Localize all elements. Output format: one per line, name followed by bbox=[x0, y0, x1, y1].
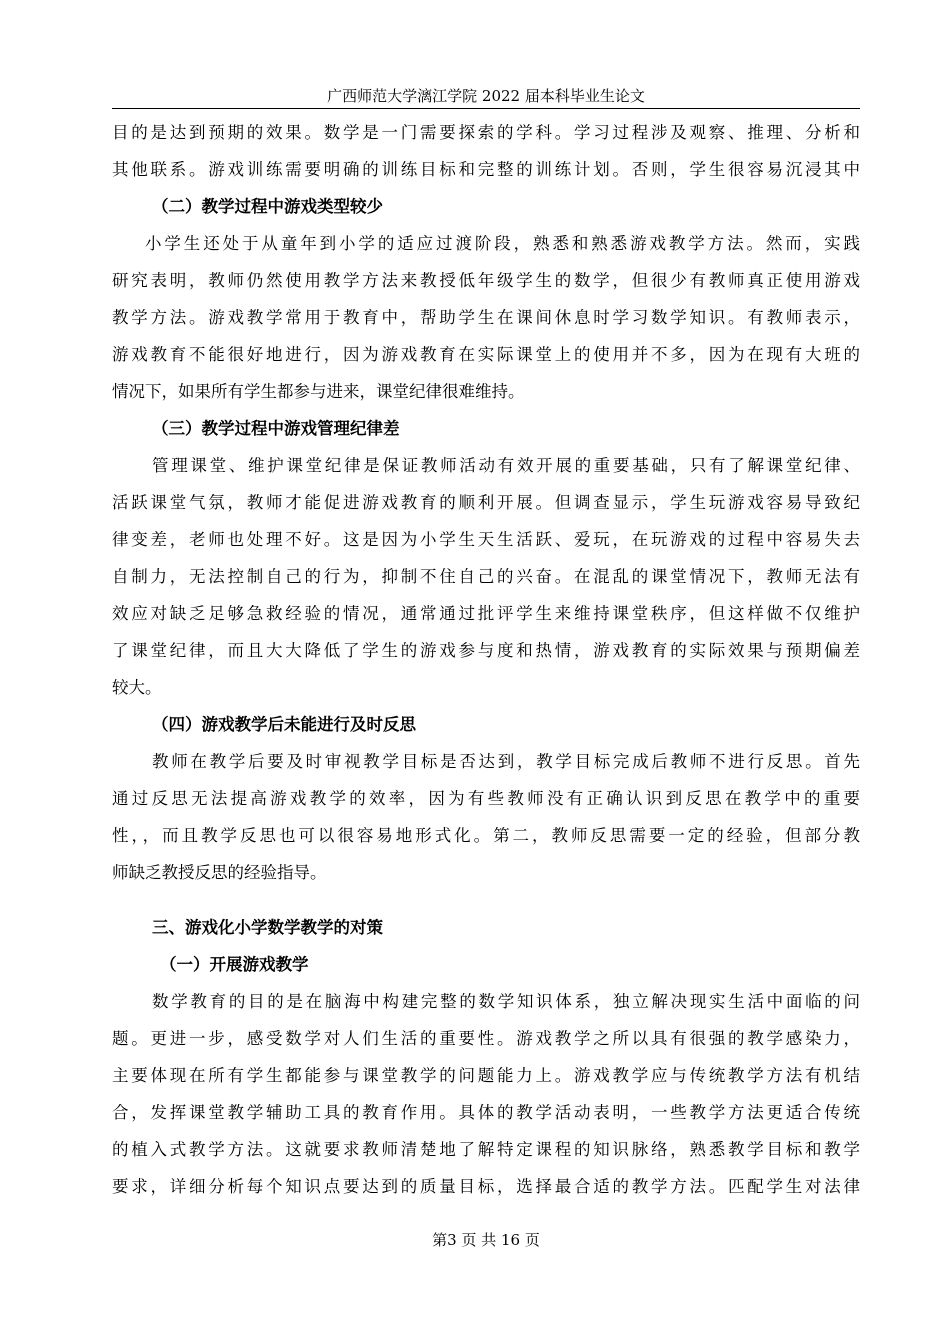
section-heading-2: （二）教学过程中游戏类型较少 bbox=[152, 197, 383, 216]
text-line: 情况下，如果所有学生都参与进来，课堂纪律很难维持。 bbox=[112, 382, 525, 401]
text-line: 主要体现在所有学生都能参与课堂教学的问题能力上。游戏教学应与传统教学方法有机结 bbox=[112, 1066, 860, 1085]
text-line: 游戏教育不能很好地进行，因为游戏教育在实际课堂上的使用并不多，因为在现有大班的 bbox=[112, 345, 860, 364]
section-heading-4: （四）游戏教学后未能进行及时反思 bbox=[152, 715, 416, 734]
text-line: 自制力，无法控制自己的行为，抑制不住自己的兴奋。在混乱的课堂情况下，教师无法有 bbox=[112, 567, 860, 586]
text-line: 教师在教学后要及时审视教学目标是否达到，教学目标完成后教师不进行反思。首先 bbox=[152, 752, 860, 771]
text-line: 教学方法。游戏教学常用于教育中，帮助学生在课间休息时学习数学知识。有教师表示， bbox=[112, 308, 860, 327]
section-4-paragraph bbox=[112, 743, 860, 891]
text-line: 性，，而且教学反思也可以很容易地形式化。第二，教师反思需要一定的经验，但部分教 bbox=[112, 826, 860, 845]
text-line: 目的是达到预期的效果。数学是一门需要探索的学科。学习过程涉及观察、推理、分析和 bbox=[112, 123, 860, 142]
paragraph-continued bbox=[112, 114, 860, 188]
page-number: 第3 页 共 16 页 bbox=[432, 1231, 540, 1249]
section-heading-3: （三）教学过程中游戏管理纪律差 bbox=[152, 419, 400, 438]
page-body bbox=[112, 114, 860, 1205]
text-line: 其他联系。游戏训练需要明确的训练目标和完整的训练计划。否则，学生很容易沉浸其中 bbox=[112, 160, 860, 179]
section-2-paragraph bbox=[112, 225, 860, 410]
text-line: 活跃课堂气氛，教师才能促进游戏教育的顺利开展。但调查显示，学生玩游戏容易导致纪 bbox=[112, 493, 860, 512]
text-line: 了课堂纪律，而且大大降低了学生的游戏参与度和热情，游戏教育的实际效果与预期偏差 bbox=[112, 641, 860, 660]
header-rule bbox=[112, 108, 860, 109]
subsection-1-paragraph bbox=[112, 983, 860, 1205]
text-line: 要求，详细分析每个知识点要达到的质量目标，选择最合适的教学方法。匹配学生对法律 bbox=[112, 1177, 860, 1196]
text-line: 数学教育的目的是在脑海中构建完整的数学知识体系，独立解决现实生活中面临的问 bbox=[152, 992, 860, 1011]
text-line: 研究表明，教师仍然使用教学方法来教授低年级学生的数学，但很少有教师真正使用游戏 bbox=[112, 271, 860, 290]
text-line: 师缺乏教授反思的经验指导。 bbox=[112, 863, 327, 882]
text-line: 较大。 bbox=[112, 678, 162, 697]
text-line: 管理课堂、维护课堂纪律是保证教师活动有效开展的重要基础，只有了解课堂纪律、 bbox=[152, 456, 860, 475]
text-line: 效应对缺乏足够急救经验的情况，通常通过批评学生来维持课堂秩序，但这样做不仅维护 bbox=[112, 604, 860, 623]
text-line: 题。更进一步，感受数学对人们生活的重要性。游戏教学之所以具有很强的教学感染力， bbox=[112, 1029, 860, 1048]
text-line: 合，发挥课堂教学辅助工具的教育作用。具体的教学活动表明，一些教学方法更适合传统 bbox=[112, 1103, 860, 1122]
text-line: 通过反思无法提高游戏教学的效率，因为有些教师没有正确认识到反思在教学中的重要 bbox=[112, 789, 860, 808]
section-3-paragraph bbox=[112, 447, 860, 706]
chapter-heading-3: 三、游戏化小学数学教学的对策 bbox=[152, 918, 383, 937]
running-header: 广西师范大学漓江学院 2022 届本科毕业生论文 bbox=[327, 87, 645, 105]
text-line: 律变差，老师也处理不好。这是因为小学生天生活跃、爱玩，在玩游戏的过程中容易失去 bbox=[112, 530, 860, 549]
text-line: 的植入式教学方法。这就要求教师清楚地了解特定课程的知识脉络，熟悉教学目标和教学 bbox=[112, 1140, 860, 1159]
text-line: 小学生还处于从童年到小学的适应过渡阶段，熟悉和熟悉游戏教学方法。然而，实践 bbox=[145, 234, 860, 253]
subsection-heading-1: （一）开展游戏教学 bbox=[160, 955, 309, 974]
